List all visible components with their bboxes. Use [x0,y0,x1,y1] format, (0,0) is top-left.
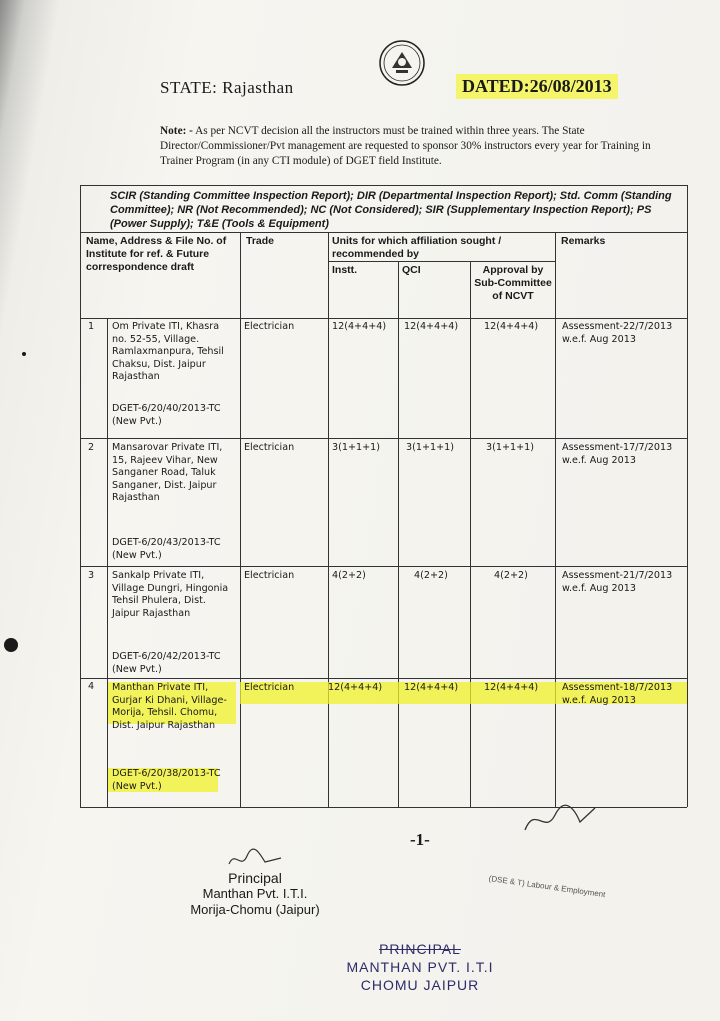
row4-remarks: Assessment-18/7/2013 w.e.f. Aug 2013 [562,682,673,706]
scan-speck [4,638,18,652]
header-name: Name, Address & File No. of Institute for ref. & Future correspondence draft [86,235,227,273]
row2-sno: 2 [88,442,95,453]
stamp-line1: PRINCIPAL [379,941,461,957]
note-text: As per NCVT decision all the instructors must be trained within three years. The State Director/Commissioner/Pvt management are requested to sponsor 30% instructors every year for Training in Trainer Program (in any CTI module) of DGET field Institute. [160,125,651,167]
officer-signature [520,800,600,840]
principal-title: Principal [228,870,282,886]
header-remarks: Remarks [561,235,606,247]
note-paragraph [160,124,680,169]
note-label: Note: - [160,125,193,137]
principal-signature [225,848,285,872]
dated-label: DATED:26/08/2013 [456,74,618,99]
officer-stamp: (DSE & T) Labour & Employment [488,873,606,900]
row1-address: Om Private ITI, Khasra no. 52-55, Village. Ramlaxmanpura, Tehsil Chaksu, Dist. Jaipur Rajasthan [112,321,224,383]
row2-approval: 3(1+1+1) [486,442,534,453]
row4-approval: 12(4+4+4) [484,682,539,693]
row1-trade: Electrician [244,321,295,332]
stamp-line2: MANTHAN PVT. I.T.I [346,959,494,975]
affiliation-table [80,185,687,810]
institute-name: Manthan Pvt. I.T.I. [202,886,308,901]
scan-speck [22,352,26,356]
row3-sno: 3 [88,570,95,581]
header-instt: Instt. [332,264,358,276]
row4-trade: Electrician [244,682,295,693]
row3-trade: Electrician [244,570,295,581]
row2-qci: 3(1+1+1) [406,442,454,453]
row1-file: DGET-6/20/40/2013-TC (New Pvt.) [112,403,221,427]
row3-qci: 4(2+2) [414,570,448,581]
state-label: STATE: Rajasthan [160,78,294,97]
header-trade: Trade [246,235,275,247]
row1-approval: 12(4+4+4) [484,321,539,332]
row3-approval: 4(2+2) [494,570,528,581]
row1-qci: 12(4+4+4) [404,321,459,332]
principal-block [175,870,335,918]
row4-instt: 12(4+4+4) [328,682,383,693]
dget-emblem-icon [376,38,428,88]
header-qci: QCI [402,264,421,276]
row4-sno: 4 [88,681,95,692]
row1-sno: 1 [88,321,95,332]
row2-instt: 3(1+1+1) [332,442,380,453]
row2-address: Mansarovar Private ITI, 15, Rajeev Vihar, New Sanganer Road, Taluk Sanganer, Dist. Jaipur Rajasthan [112,442,223,504]
row3-remarks: Assessment-21/7/2013 w.e.f. Aug 2013 [562,570,673,594]
row2-trade: Electrician [244,442,295,453]
principal-stamp [300,940,540,994]
stamp-line3: CHOMU JAIPUR [360,977,480,993]
header-approval: Approval by Sub-Committee of NCVT [474,264,552,302]
row1-remarks: Assessment-22/7/2013 w.e.f. Aug 2013 [562,321,673,345]
row1-instt: 12(4+4+4) [332,321,387,332]
institute-place: Morija-Chomu (Jaipur) [190,902,320,917]
row3-address: Sankalp Private ITI, Village Dungri, Hingonia Tehsil Phulera, Dist. Jaipur Rajasthan [112,570,229,619]
page-number: -1- [410,830,430,849]
row2-file: DGET-6/20/43/2013-TC (New Pvt.) [112,537,221,561]
row3-instt: 4(2+2) [332,570,366,581]
abbreviation-legend: SCIR (Standing Committee Inspection Report); DIR (Departmental Inspection Report); Std. Comm (Standing Committee); NR (Not Recommended); NC (Not Considered); SIR (Supplementary Inspection Report); PS (Power Supply); T&E (Tools & Equipment) [110,190,672,230]
row3-file: DGET-6/20/42/2013-TC (New Pvt.) [112,651,221,675]
row2-remarks: Assessment-17/7/2013 w.e.f. Aug 2013 [562,442,673,466]
row4-address: Manthan Private ITI, Gurjar Ki Dhani, Village- Morija, Tehsil. Chomu, Dist. Jaipur Rajasthan [112,682,227,731]
row4-qci: 12(4+4+4) [404,682,459,693]
row4-file: DGET-6/20/38/2013-TC (New Pvt.) [112,768,221,792]
header-units: Units for which affiliation sought / recommended by [332,235,502,260]
